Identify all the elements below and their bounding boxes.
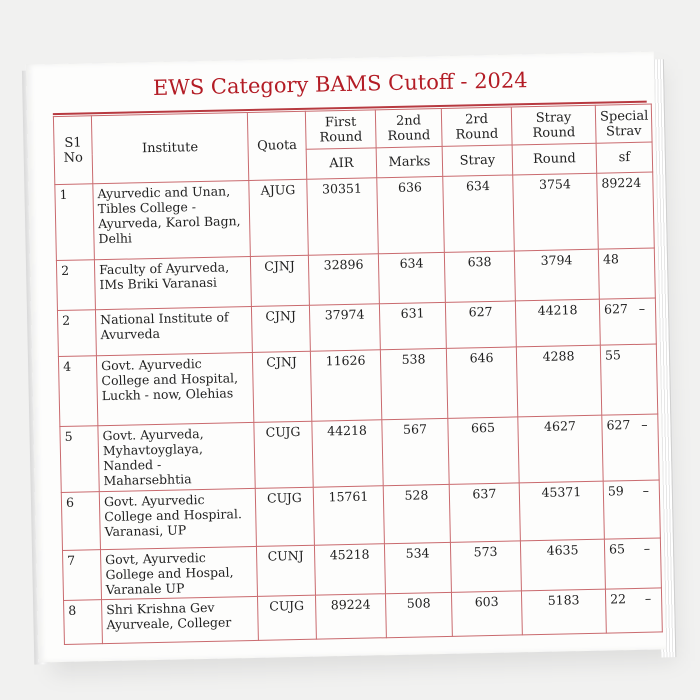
special-stray-dash (642, 175, 648, 190)
special-stray-dash: – (644, 590, 652, 606)
cell-quota: CJNJ (250, 255, 309, 306)
header-institute: Institute (91, 113, 248, 184)
cell-stray-round: 5183 (521, 589, 606, 635)
cell-second-round: 528 (383, 484, 450, 543)
cell-stray-round: 45371 (519, 481, 604, 541)
cell-second-round: 508 (385, 592, 452, 637)
header-second-round: 2nd Round (375, 108, 442, 147)
cell-institute: Govt. Ayurvedic College and Hospiral. Varanasi, UP (99, 488, 256, 549)
cell-third-round: 637 (449, 483, 520, 542)
special-stray-value: 22 (609, 591, 627, 607)
cell-institute: National Institute of Avurveda (95, 306, 252, 355)
cell-quota: CUNJ (256, 545, 315, 596)
cell-first-round: 30351 (307, 178, 379, 255)
cell-special-stray (598, 248, 655, 299)
cell-second-round: 636 (377, 176, 445, 253)
cell-sno: 6 (61, 492, 100, 551)
cell-first-round: 32896 (308, 254, 379, 305)
cell-second-round: 567 (382, 418, 449, 485)
cell-second-round: 538 (380, 348, 447, 419)
cell-sno: 4 (58, 356, 97, 427)
cell-stray-round: 3754 (513, 173, 599, 251)
table-body (55, 172, 663, 644)
cell-third-round: 638 (444, 251, 515, 302)
special-stray-value: 59 (607, 483, 624, 499)
cell-special-stray (603, 480, 660, 539)
header-first-round: First Round (305, 110, 376, 149)
cell-quota: CUJG (257, 595, 316, 640)
cell-third-round: 603 (451, 591, 522, 636)
cell-quota: CJNJ (252, 351, 311, 422)
cell-institute: Govt. Ayurvedic College and Hospital, Luckh - now, Olehias (96, 352, 253, 425)
cell-stray-round: 4635 (520, 539, 605, 591)
special-stray-value: 89224 (601, 174, 642, 191)
subheader-sf: sf (596, 142, 653, 173)
special-stray-dash: – (642, 482, 650, 498)
header-special-stray: Special Strav (595, 104, 652, 143)
cell-second-round: 631 (379, 302, 446, 349)
cell-sno: 7 (62, 550, 101, 601)
header-quota: Quota (247, 111, 306, 180)
header-third-round: 2rd Round (441, 107, 512, 146)
cell-sno: 5 (60, 426, 99, 493)
cell-third-round: 573 (450, 541, 521, 592)
cell-first-round: 89224 (315, 594, 386, 639)
table-row (58, 344, 657, 427)
cell-quota: CJNJ (251, 305, 310, 352)
cell-third-round: 627 (445, 301, 516, 348)
special-stray-dash (644, 251, 650, 266)
cell-institute: Govt. Ayurveda, Myhavtoyglaya, Nanded - Maharsebhtia (98, 422, 255, 491)
subheader-air: AIR (306, 148, 377, 179)
subheader-marks: Marks (376, 146, 443, 177)
special-stray-dash: – (643, 540, 651, 556)
table-row (55, 172, 654, 261)
special-stray-value: 627 (606, 417, 631, 433)
cell-special-stray (599, 298, 656, 345)
table-row (60, 414, 659, 493)
cell-institute: Faculty of Ayurveda, IMs Briki Varanasi (94, 256, 251, 309)
page (26, 51, 666, 662)
book-mockup (26, 51, 666, 662)
cutoff-table (53, 104, 663, 645)
special-stray-value: 55 (604, 347, 622, 363)
cell-second-round: 534 (384, 542, 451, 593)
special-stray-value: 627 (603, 301, 629, 317)
subheader-stray: Stray (442, 145, 513, 176)
cell-institute: Govt, Ayurvedic Gollege and Hospal, Varanale UP (100, 546, 257, 599)
cell-third-round: 646 (446, 347, 517, 418)
cell-special-stray (602, 414, 659, 481)
cell-sno: 1 (55, 184, 95, 261)
cell-first-round: 11626 (310, 350, 381, 421)
cell-first-round: 15761 (313, 486, 384, 545)
cell-sno: 8 (64, 600, 103, 645)
special-stray-dash: – (641, 416, 648, 432)
subheader-round: Round (512, 143, 597, 175)
special-stray-value: 48 (602, 251, 620, 267)
header-sno: S1 No (53, 116, 92, 185)
page-title: EWS Category BAMS Cutoff - 2024 (152, 68, 528, 100)
special-stray-dash (646, 347, 652, 362)
cell-institute: Ayurvedic and Unan, Tibles College - Ayurveda, Karol Bagn, Delhi (93, 180, 251, 259)
cell-first-round: 37974 (309, 304, 380, 351)
cell-special-stray (605, 588, 662, 633)
special-stray-value: 65 (608, 541, 626, 557)
cell-sno: 2 (57, 310, 96, 357)
cell-first-round: 44218 (312, 420, 383, 487)
cell-stray-round: 3794 (514, 249, 599, 301)
cell-special-stray (604, 538, 661, 589)
special-stray-dash: – (638, 300, 646, 316)
cell-first-round: 45218 (314, 544, 385, 595)
cell-quota: CUJG (254, 421, 313, 488)
cell-stray-round: 4288 (516, 345, 601, 417)
cell-institute: Shri Krishna Gev Ayurveale, Colleger (102, 596, 259, 643)
cell-third-round: 665 (448, 417, 519, 484)
cell-special-stray (597, 172, 655, 249)
cell-stray-round: 4627 (518, 415, 603, 483)
cell-third-round: 634 (443, 175, 515, 252)
cell-quota: AJUG (249, 179, 309, 256)
cell-quota: CUJG (255, 487, 314, 546)
header-stray-round: Stray Round (511, 105, 596, 145)
cell-second-round: 634 (378, 252, 445, 303)
cell-sno: 2 (56, 260, 95, 311)
cell-stray-round: 44218 (515, 299, 600, 347)
cell-special-stray (600, 344, 657, 415)
